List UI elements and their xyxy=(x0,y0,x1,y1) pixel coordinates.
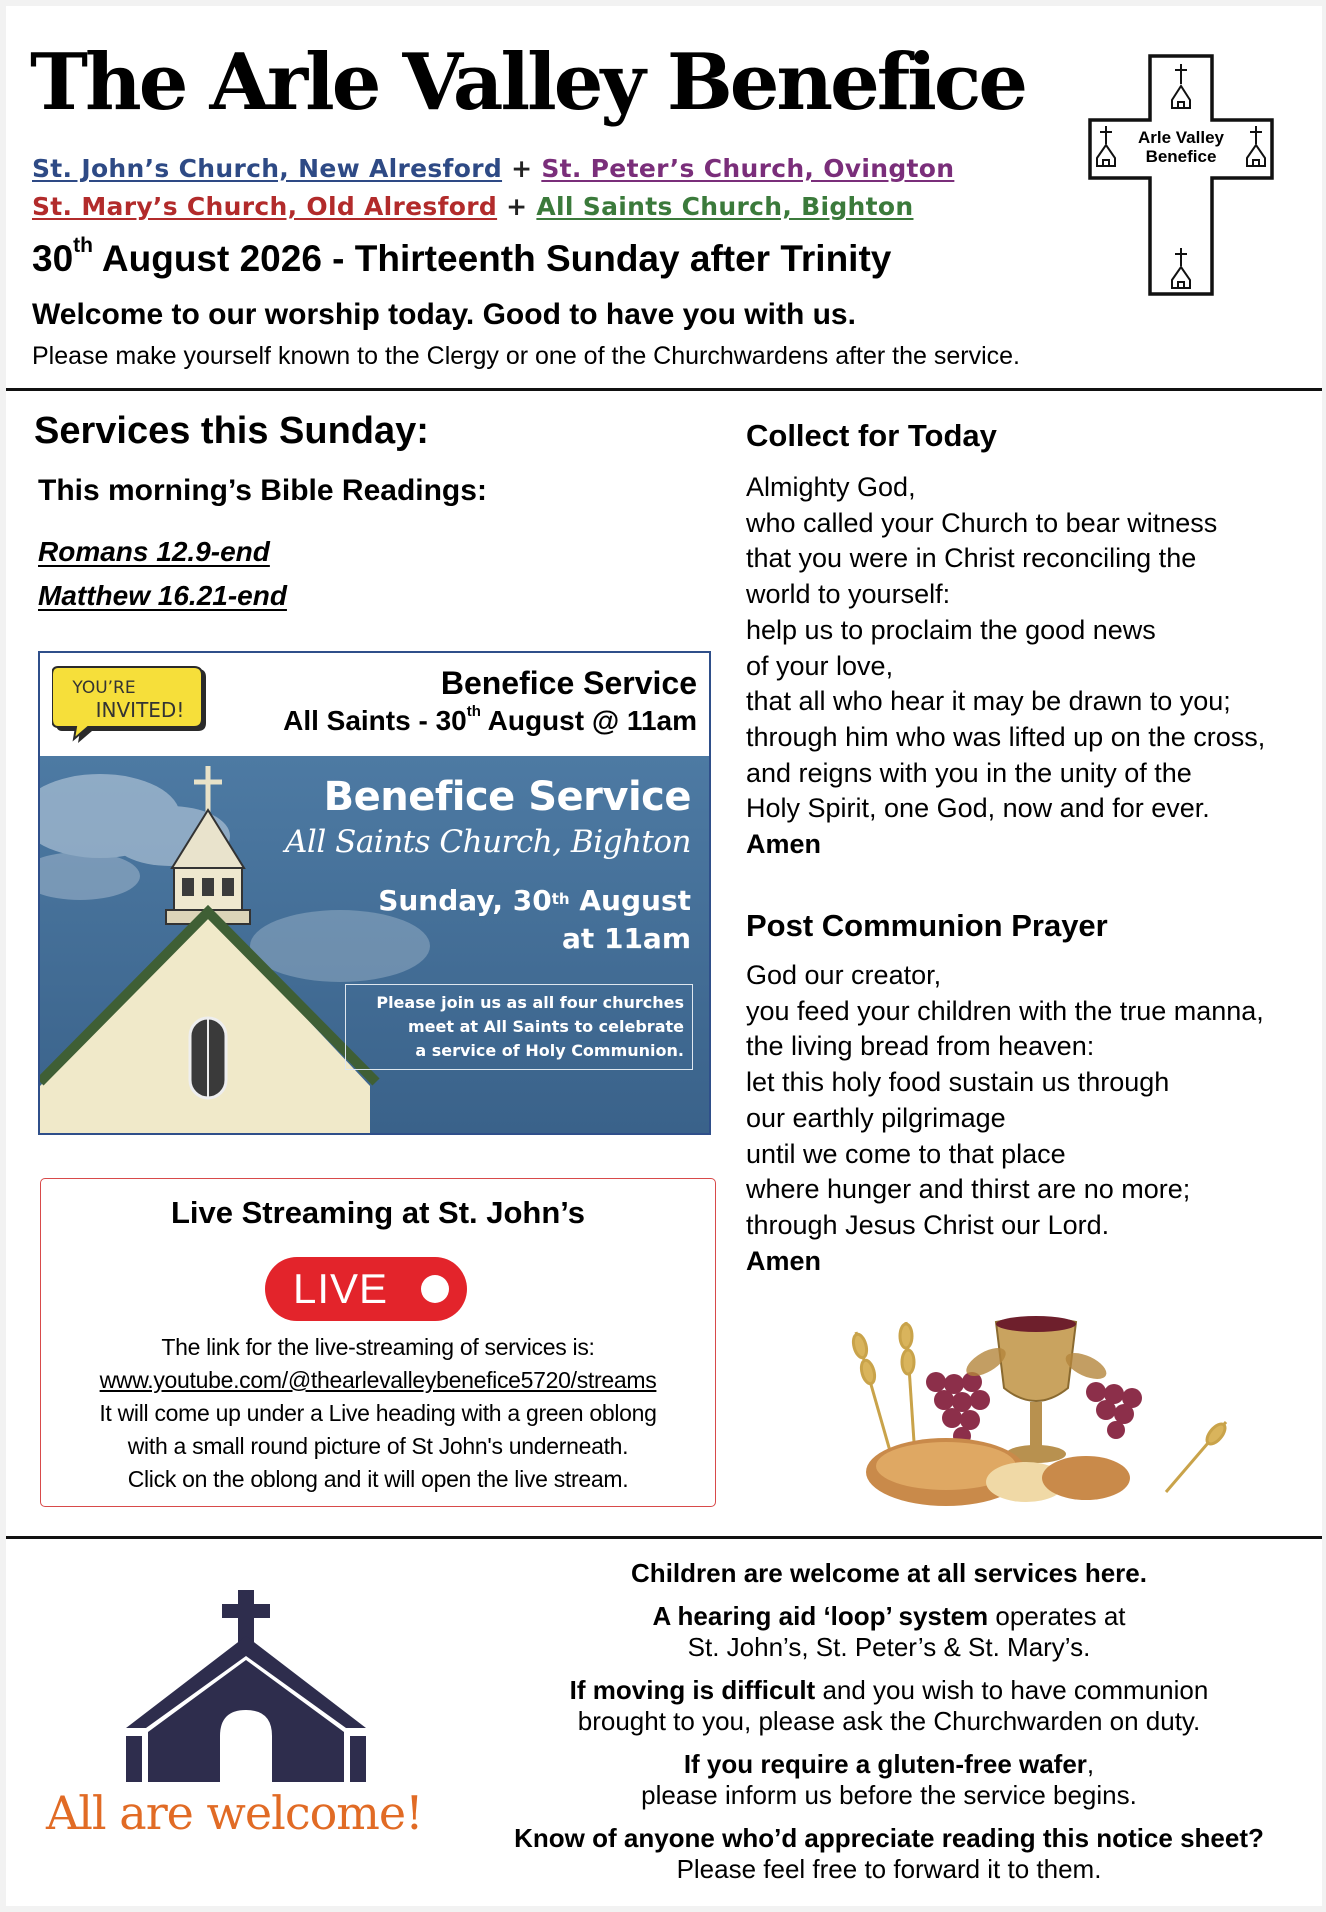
poster-date: Sunday, 30th August at 11am xyxy=(378,884,691,955)
communion-notice: If moving is difficult and you wish to have communion brought to you, please ask the Churchwarden on duty. xyxy=(569,1675,1209,1736)
logo-text-line1: Arle Valley xyxy=(1137,128,1225,147)
record-dot-icon xyxy=(421,1275,449,1303)
church-line-2 xyxy=(32,192,913,221)
services-heading: Services this Sunday: xyxy=(34,410,429,452)
benefice-box-heading: Benefice Service xyxy=(440,665,697,701)
page-title: The Arle Valley Benefice xyxy=(30,37,1026,128)
collect-amen: Amen xyxy=(746,829,822,860)
all-are-welcome-text: All are welcome! xyxy=(46,1786,423,1840)
church-st-marys-link[interactable]: St. Mary’s Church, Old Alresford xyxy=(32,192,498,221)
collect-heading: Collect for Today xyxy=(746,418,997,453)
readings-heading: This morning’s Bible Readings: xyxy=(38,474,487,507)
reading-romans-link[interactable]: Romans 12.9-end xyxy=(38,536,270,567)
benefice-cross-logo xyxy=(1084,50,1278,300)
live-streaming-text: The link for the live-streaming of services is: www.youtube.com/@thearlevalleybenefice5720/streams It will come up under a Live heading with a green oblong with a small round picture of St John's underneath. Click on the oblong and it will open the live stream. xyxy=(99,1334,657,1492)
post-communion-heading: Post Communion Prayer xyxy=(746,908,1108,943)
benefice-service-box xyxy=(38,651,711,1135)
welcome-heading: Welcome to our worship today. Good to have you with us. xyxy=(32,298,856,331)
church-st-peters-link[interactable]: St. Peter’s Church, Ovington xyxy=(541,154,955,183)
forward-notice: Know of anyone who’d appreciate reading this notice sheet? Please feel free to forward it to them. xyxy=(514,1823,1264,1884)
bottom-notices xyxy=(466,1558,1312,1885)
live-streaming-box xyxy=(40,1178,716,1507)
post-communion-amen: Amen xyxy=(746,1245,822,1276)
benefice-box-header xyxy=(40,653,709,753)
plus-separator: + xyxy=(506,192,528,221)
poster-title: Benefice Service xyxy=(323,774,691,820)
footer-divider xyxy=(6,1536,1322,1539)
benefice-service-poster xyxy=(40,756,709,1133)
service-date: 30th August 2026 - Thirteenth Sunday after Trinity xyxy=(32,234,892,279)
chalice-icon xyxy=(996,1316,1076,1463)
bread-wine-illustration xyxy=(836,1302,1236,1512)
welcome-subtext: Please make yourself known to the Clergy or one of the Churchwardens after the service. xyxy=(32,342,1021,370)
header-divider xyxy=(6,388,1322,391)
plus-separator: + xyxy=(511,154,533,183)
church-house-icon xyxy=(126,1586,366,1782)
gluten-free-notice: If you require a gluten-free wafer, please inform us before the service begins. xyxy=(641,1749,1137,1810)
post-communion-prayer: God our creator, you feed your children with the true manna, the living bread from heaven: let this holy food sustain us through our earthly pilgrimage until we come to that place where hunger and thirst are no more; through Jesus Christ our Lord. Amen xyxy=(746,960,1264,1276)
children-welcome-text: Children are welcome at all services here. xyxy=(631,1558,1147,1588)
youtube-stream-link[interactable]: www.youtube.com/@thearlevalleybenefice5720/streams xyxy=(99,1367,657,1393)
svg-text:YOU’RE: YOU’RE xyxy=(72,678,136,698)
church-line-1 xyxy=(32,154,954,183)
poster-note: Please join us as all four churches meet at All Saints to celebrate a service of Holy Communion. xyxy=(345,984,693,1070)
benefice-box-subheading: All Saints - 30th August @ 11am xyxy=(283,703,697,736)
bread-icon xyxy=(866,1438,1130,1506)
poster-subtitle: All Saints Church, Bighton xyxy=(285,824,691,860)
church-st-johns-link[interactable]: St. John’s Church, New Alresford xyxy=(32,154,503,183)
youre-invited-badge-icon xyxy=(52,663,212,745)
hearing-loop-notice: A hearing aid ‘loop’ system operates at St. John’s, St. Peter’s & St. Mary’s. xyxy=(652,1601,1126,1662)
svg-text:INVITED!: INVITED! xyxy=(95,698,185,722)
collect-prayer: Almighty God, who called your Church to bear witness that you were in Christ reconciling the world to yourself: help us to proclaim the good news of your love, that all who hear it may be drawn to you; through him who was lifted up on the cross, and reigns with you in the unity of the Holy Spirit, one God, now and for ever. Amen xyxy=(746,472,1266,860)
reading-matthew-link[interactable]: Matthew 16.21-end xyxy=(38,580,287,611)
notice-sheet xyxy=(6,6,1322,1906)
live-badge: LIVE xyxy=(265,1257,467,1321)
live-streaming-heading: Live Streaming at St. John’s xyxy=(170,1195,585,1230)
logo-text-line2: Benefice xyxy=(1145,147,1217,166)
church-all-saints-link[interactable]: All Saints Church, Bighton xyxy=(536,192,914,221)
